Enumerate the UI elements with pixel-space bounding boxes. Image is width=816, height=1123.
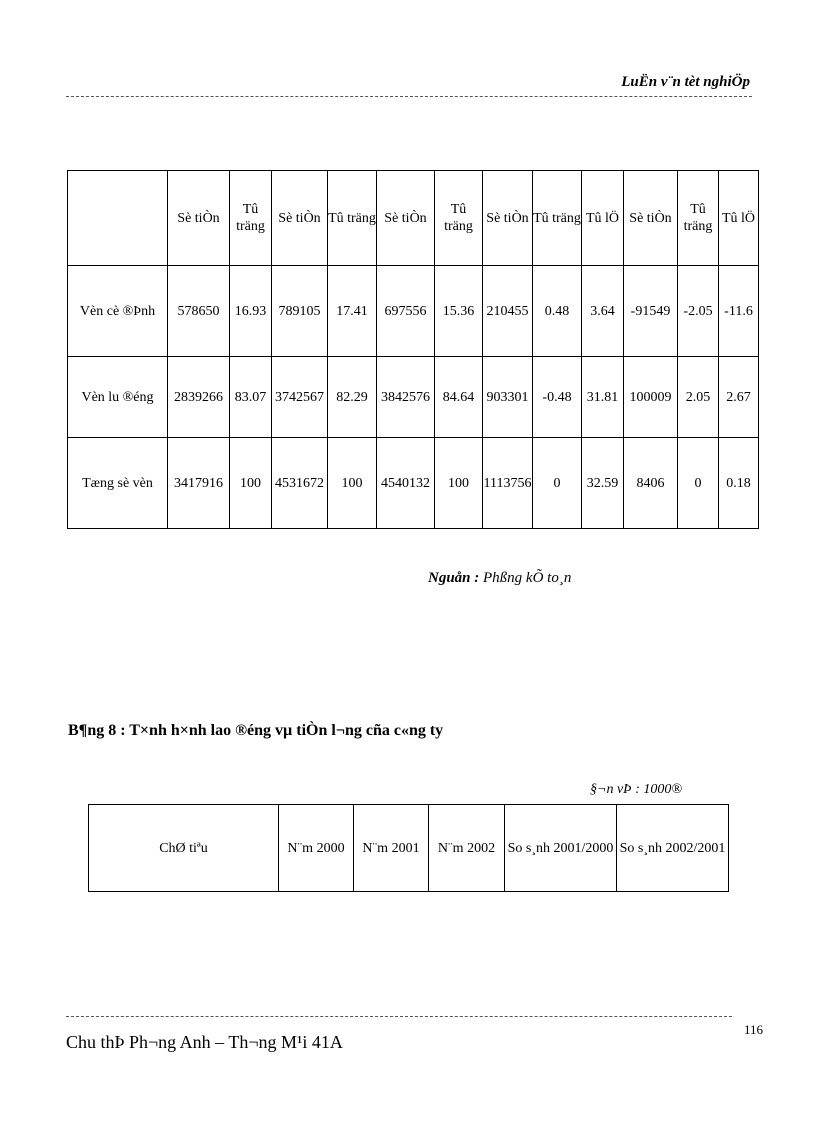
- header-cell: N¨m 2001: [354, 805, 429, 892]
- table-cell: 1113756: [483, 438, 533, 529]
- table-cell: 31.81: [582, 357, 624, 438]
- header-cell: Sè tiÒn: [272, 171, 328, 266]
- header-cell: So s¸nh 2002/2001: [617, 805, 729, 892]
- table-cell: 0: [533, 438, 582, 529]
- header-cell: So s¸nh 2001/2000: [505, 805, 617, 892]
- table-cell: 4540132: [377, 438, 435, 529]
- row-label: Vèn cè ®Þnh: [68, 266, 168, 357]
- table-row: [68, 438, 759, 529]
- table-cell: 0: [678, 438, 719, 529]
- table-cell: 4531672: [272, 438, 328, 529]
- table-cell: 2.67: [719, 357, 759, 438]
- header-cell: Tû lÖ: [582, 171, 624, 266]
- header-divider: [66, 96, 752, 97]
- table-caption: B¶ng 8 : T×nh h×nh lao ®éng vµ tiÒn l¬ng cña c«ng ty: [68, 722, 444, 739]
- table-row: [68, 357, 759, 438]
- table-cell: 789105: [272, 266, 328, 357]
- row-label: Tæng sè vèn: [68, 438, 168, 529]
- table-header-row: [89, 805, 729, 892]
- header-cell: Tû träng: [230, 171, 272, 266]
- header-cell: Sè tiÒn: [377, 171, 435, 266]
- footer-divider: [66, 1016, 732, 1017]
- table-cell: 16.93: [230, 266, 272, 357]
- capital-table: [67, 170, 759, 529]
- table-cell: 578650: [168, 266, 230, 357]
- labor-table: [88, 804, 729, 892]
- table-cell: 3842576: [377, 357, 435, 438]
- source-note: [428, 570, 571, 587]
- header-cell: Tû träng: [328, 171, 377, 266]
- table-row: [68, 266, 759, 357]
- header-cell: Tû träng: [678, 171, 719, 266]
- table-cell: 697556: [377, 266, 435, 357]
- table-cell: 210455: [483, 266, 533, 357]
- table-cell: 100009: [624, 357, 678, 438]
- header-cell: Tû träng: [533, 171, 582, 266]
- table-cell: 83.07: [230, 357, 272, 438]
- table-cell: 17.41: [328, 266, 377, 357]
- table-cell: 15.36: [435, 266, 483, 357]
- row-label: Vèn lu ®éng: [68, 357, 168, 438]
- header-cell: [68, 171, 168, 266]
- table-cell: 2839266: [168, 357, 230, 438]
- header-cell: Tû träng: [435, 171, 483, 266]
- table-cell: -11.6: [719, 266, 759, 357]
- table-cell: 2.05: [678, 357, 719, 438]
- page-number: 116: [744, 1022, 764, 1037]
- table-cell: -0.48: [533, 357, 582, 438]
- table-cell: 3742567: [272, 357, 328, 438]
- table-cell: 84.64: [435, 357, 483, 438]
- header-cell: Tû lÖ: [719, 171, 759, 266]
- header-cell: N¨m 2000: [279, 805, 354, 892]
- table-cell: 100: [328, 438, 377, 529]
- table-cell: 3417916: [168, 438, 230, 529]
- table-header-row: [68, 171, 759, 266]
- table-cell: 0.48: [533, 266, 582, 357]
- source-label: Nguån :: [428, 570, 480, 586]
- table-cell: -2.05: [678, 266, 719, 357]
- table-cell: 0.18: [719, 438, 759, 529]
- table-cell: 903301: [483, 357, 533, 438]
- table-cell: 32.59: [582, 438, 624, 529]
- table-cell: -91549: [624, 266, 678, 357]
- document-header-title: LuËn v¨n tèt nghiÖp: [621, 74, 750, 90]
- source-text: Phßng kÕ to¸n: [479, 570, 572, 586]
- table-cell: 100: [230, 438, 272, 529]
- table-cell: 82.29: [328, 357, 377, 438]
- unit-note: §¬n vÞ : 1000®: [590, 782, 683, 797]
- header-cell: Sè tiÒn: [168, 171, 230, 266]
- header-cell: Sè tiÒn: [624, 171, 678, 266]
- table-cell: 100: [435, 438, 483, 529]
- table-cell: 8406: [624, 438, 678, 529]
- footer-author: Chu thÞ Ph¬ng Anh – Th¬ng M¹i 41A: [66, 1032, 343, 1052]
- header-cell: ChØ tiªu: [89, 805, 279, 892]
- header-cell: N¨m 2002: [429, 805, 505, 892]
- table-cell: 3.64: [582, 266, 624, 357]
- header-cell: Sè tiÒn: [483, 171, 533, 266]
